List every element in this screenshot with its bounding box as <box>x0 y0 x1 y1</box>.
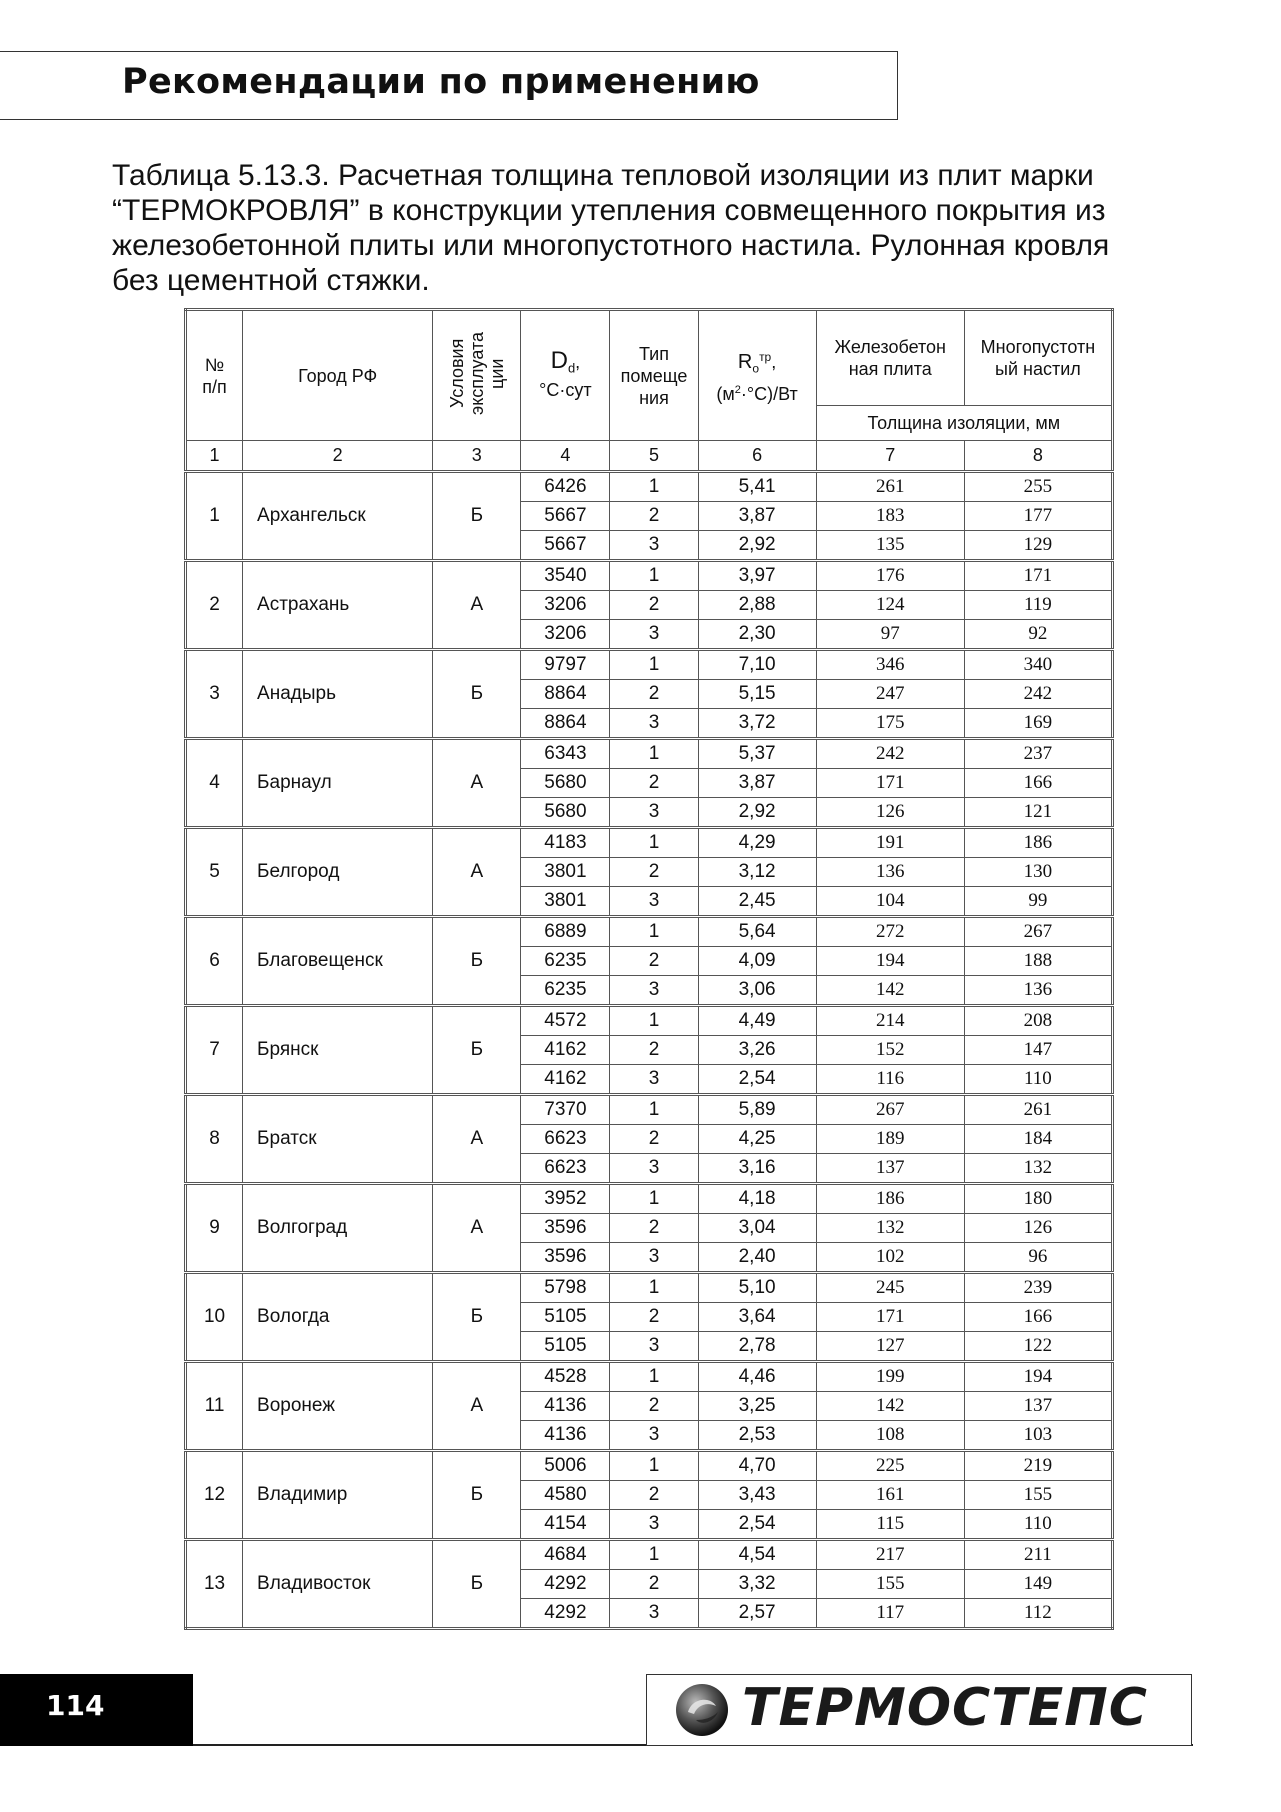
city-cell: Архангельск <box>243 472 433 561</box>
resistance-cell: 3,43 <box>698 1481 816 1510</box>
room-type-cell: 3 <box>610 1065 698 1095</box>
degree-days-cell: 5105 <box>521 1303 610 1332</box>
rc-slab-thickness-cell: 225 <box>816 1451 964 1481</box>
rc-slab-thickness-cell: 117 <box>816 1599 964 1629</box>
rc-slab-thickness-cell: 127 <box>816 1332 964 1362</box>
resistance-cell: 2,45 <box>698 887 816 917</box>
degree-days-cell: 3952 <box>521 1184 610 1214</box>
page-number: 114 <box>46 1689 105 1722</box>
rc-slab-thickness-cell: 171 <box>816 1303 964 1332</box>
city-group <box>186 828 1113 917</box>
rc-slab-thickness-cell: 346 <box>816 650 964 680</box>
resistance-cell: 4,46 <box>698 1362 816 1392</box>
caption-line: “ТЕРМОКРОВЛЯ” в конструкции утепления совмещенного покрытия из <box>112 194 1106 227</box>
degree-days-cell: 4292 <box>521 1570 610 1599</box>
hollow-deck-thickness-cell: 340 <box>964 650 1112 680</box>
resistance-cell: 5,15 <box>698 680 816 709</box>
row-number-cell: 2 <box>186 561 243 650</box>
hollow-deck-thickness-cell: 119 <box>964 591 1112 620</box>
resistance-cell: 2,78 <box>698 1332 816 1362</box>
resistance-cell: 3,97 <box>698 561 816 591</box>
header-degree-days: $D_d$, °С·сут <box>521 310 610 441</box>
header-room-type: Тип помеще ния <box>610 310 698 441</box>
hollow-deck-thickness-cell: 130 <box>964 858 1112 887</box>
rc-slab-thickness-cell: 272 <box>816 917 964 947</box>
room-type-cell: 2 <box>610 947 698 976</box>
room-type-cell: 1 <box>610 739 698 769</box>
rc-slab-thickness-cell: 136 <box>816 858 964 887</box>
header-thickness: Толщина изоляции, мм <box>816 406 1112 441</box>
degree-days-cell: 9797 <box>521 650 610 680</box>
rc-slab-thickness-cell: 137 <box>816 1154 964 1184</box>
column-number: 3 <box>433 441 521 472</box>
hollow-deck-thickness-cell: 149 <box>964 1570 1112 1599</box>
room-type-cell: 2 <box>610 769 698 798</box>
table-row <box>186 1451 1113 1481</box>
conditions-cell: Б <box>433 650 521 739</box>
city-group <box>186 472 1113 561</box>
header-conditions: Условия эксплуата ции <box>433 310 521 441</box>
rc-slab-thickness-cell: 132 <box>816 1214 964 1243</box>
row-number-cell: 5 <box>186 828 243 917</box>
table-row <box>186 650 1113 680</box>
resistance-cell: 3,16 <box>698 1154 816 1184</box>
rc-slab-thickness-cell: 199 <box>816 1362 964 1392</box>
hollow-deck-thickness-cell: 136 <box>964 976 1112 1006</box>
resistance-cell: 3,72 <box>698 709 816 739</box>
rc-slab-thickness-cell: 217 <box>816 1540 964 1570</box>
room-type-cell: 3 <box>610 709 698 739</box>
room-type-cell: 3 <box>610 1154 698 1184</box>
resistance-cell: 5,41 <box>698 472 816 502</box>
city-group <box>186 917 1113 1006</box>
resistance-cell: 3,06 <box>698 976 816 1006</box>
degree-days-cell: 5006 <box>521 1451 610 1481</box>
rc-slab-thickness-cell: 104 <box>816 887 964 917</box>
room-type-cell: 1 <box>610 472 698 502</box>
rc-slab-thickness-cell: 176 <box>816 561 964 591</box>
room-type-cell: 3 <box>610 531 698 561</box>
city-cell: Астрахань <box>243 561 433 650</box>
city-cell: Волгоград <box>243 1184 433 1273</box>
hollow-deck-thickness-cell: 180 <box>964 1184 1112 1214</box>
degree-days-cell: 6426 <box>521 472 610 502</box>
degree-days-cell: 4580 <box>521 1481 610 1510</box>
resistance-cell: 3,64 <box>698 1303 816 1332</box>
city-group <box>186 1540 1113 1629</box>
hollow-deck-thickness-cell: 242 <box>964 680 1112 709</box>
caption-line: Таблица 5.13.3. Расчетная толщина тепловой изоляции из плит марки <box>112 159 1094 192</box>
degree-days-cell: 4136 <box>521 1392 610 1421</box>
rc-slab-thickness-cell: 189 <box>816 1125 964 1154</box>
room-type-cell: 2 <box>610 1481 698 1510</box>
rc-slab-thickness-cell: 97 <box>816 620 964 650</box>
room-type-cell: 3 <box>610 620 698 650</box>
degree-days-cell: 4154 <box>521 1510 610 1540</box>
resistance-cell: 2,57 <box>698 1599 816 1629</box>
section-title: Рекомендации по применению <box>122 62 760 102</box>
city-cell: Братск <box>243 1095 433 1184</box>
conditions-cell: Б <box>433 1540 521 1629</box>
city-cell: Благовещенск <box>243 917 433 1006</box>
resistance-cell: 5,64 <box>698 917 816 947</box>
degree-days-cell: 4292 <box>521 1599 610 1629</box>
table-row <box>186 739 1113 769</box>
city-cell: Белгород <box>243 828 433 917</box>
room-type-cell: 1 <box>610 1451 698 1481</box>
room-type-cell: 1 <box>610 561 698 591</box>
city-cell: Воронеж <box>243 1362 433 1451</box>
degree-days-cell: 4684 <box>521 1540 610 1570</box>
degree-days-cell: 5667 <box>521 531 610 561</box>
hollow-deck-thickness-cell: 219 <box>964 1451 1112 1481</box>
city-group <box>186 1273 1113 1362</box>
hollow-deck-thickness-cell: 110 <box>964 1510 1112 1540</box>
row-number-cell: 10 <box>186 1273 243 1362</box>
room-type-cell: 1 <box>610 1540 698 1570</box>
room-type-cell: 3 <box>610 1510 698 1540</box>
row-number-cell: 12 <box>186 1451 243 1540</box>
room-type-cell: 2 <box>610 1214 698 1243</box>
rc-slab-thickness-cell: 245 <box>816 1273 964 1303</box>
room-type-cell: 1 <box>610 650 698 680</box>
resistance-cell: 3,04 <box>698 1214 816 1243</box>
rc-slab-thickness-cell: 161 <box>816 1481 964 1510</box>
hollow-deck-thickness-cell: 186 <box>964 828 1112 858</box>
conditions-cell: А <box>433 739 521 828</box>
conditions-cell: А <box>433 561 521 650</box>
row-number-cell: 4 <box>186 739 243 828</box>
rc-slab-thickness-cell: 171 <box>816 769 964 798</box>
brand-name: ТЕРМОСТЕПС <box>742 1678 1148 1738</box>
column-number: 4 <box>521 441 610 472</box>
rc-slab-thickness-cell: 142 <box>816 1392 964 1421</box>
hollow-deck-thickness-cell: 171 <box>964 561 1112 591</box>
resistance-cell: 4,29 <box>698 828 816 858</box>
degree-days-cell: 8864 <box>521 680 610 709</box>
hollow-deck-thickness-cell: 155 <box>964 1481 1112 1510</box>
resistance-cell: 4,49 <box>698 1006 816 1036</box>
hollow-deck-thickness-cell: 194 <box>964 1362 1112 1392</box>
row-number-cell: 11 <box>186 1362 243 1451</box>
degree-days-cell: 5680 <box>521 798 610 828</box>
rc-slab-thickness-cell: 242 <box>816 739 964 769</box>
degree-days-cell: 8864 <box>521 709 610 739</box>
table-row <box>186 1362 1113 1392</box>
resistance-cell: 2,53 <box>698 1421 816 1451</box>
hollow-deck-thickness-cell: 96 <box>964 1243 1112 1273</box>
degree-days-cell: 4572 <box>521 1006 610 1036</box>
degree-days-cell: 5105 <box>521 1332 610 1362</box>
resistance-cell: 2,88 <box>698 591 816 620</box>
hollow-deck-thickness-cell: 137 <box>964 1392 1112 1421</box>
room-type-cell: 1 <box>610 1006 698 1036</box>
degree-days-cell: 5667 <box>521 502 610 531</box>
city-group <box>186 1451 1113 1540</box>
table-row <box>186 1184 1113 1214</box>
room-type-cell: 2 <box>610 680 698 709</box>
city-group <box>186 650 1113 739</box>
conditions-cell: Б <box>433 472 521 561</box>
resistance-cell: 4,09 <box>698 947 816 976</box>
table-row <box>186 1006 1113 1036</box>
resistance-cell: 7,10 <box>698 650 816 680</box>
city-cell: Владимир <box>243 1451 433 1540</box>
room-type-cell: 3 <box>610 1599 698 1629</box>
column-number: 2 <box>243 441 433 472</box>
conditions-cell: Б <box>433 1451 521 1540</box>
rc-slab-thickness-cell: 142 <box>816 976 964 1006</box>
city-cell: Брянск <box>243 1006 433 1095</box>
degree-days-cell: 6623 <box>521 1154 610 1184</box>
degree-days-cell: 3540 <box>521 561 610 591</box>
insulation-table <box>184 308 1114 1630</box>
degree-days-cell: 5798 <box>521 1273 610 1303</box>
table-row <box>186 1095 1113 1125</box>
degree-days-cell: 4136 <box>521 1421 610 1451</box>
city-group <box>186 1006 1113 1095</box>
resistance-cell: 2,54 <box>698 1065 816 1095</box>
header-hollow-deck: Многопустотн ый настил <box>964 310 1112 406</box>
room-type-cell: 1 <box>610 828 698 858</box>
room-type-cell: 2 <box>610 591 698 620</box>
degree-days-cell: 3596 <box>521 1243 610 1273</box>
rc-slab-thickness-cell: 183 <box>816 502 964 531</box>
degree-days-cell: 6623 <box>521 1125 610 1154</box>
hollow-deck-thickness-cell: 188 <box>964 947 1112 976</box>
city-group <box>186 1095 1113 1184</box>
hollow-deck-thickness-cell: 126 <box>964 1214 1112 1243</box>
resistance-cell: 2,92 <box>698 798 816 828</box>
header-num: № п/п <box>186 310 243 441</box>
caption-line: железобетонной плиты или многопустотного настила. Рулонная кровля <box>112 229 1110 262</box>
degree-days-cell: 5680 <box>521 769 610 798</box>
column-number: 7 <box>816 441 964 472</box>
room-type-cell: 2 <box>610 858 698 887</box>
row-number-cell: 3 <box>186 650 243 739</box>
hollow-deck-thickness-cell: 267 <box>964 917 1112 947</box>
hollow-deck-thickness-cell: 166 <box>964 769 1112 798</box>
degree-days-cell: 3801 <box>521 858 610 887</box>
degree-days-cell: 3206 <box>521 620 610 650</box>
resistance-cell: 2,92 <box>698 531 816 561</box>
rc-slab-thickness-cell: 194 <box>816 947 964 976</box>
row-number-cell: 7 <box>186 1006 243 1095</box>
room-type-cell: 2 <box>610 1570 698 1599</box>
hollow-deck-thickness-cell: 211 <box>964 1540 1112 1570</box>
room-type-cell: 3 <box>610 798 698 828</box>
city-cell: Анадырь <box>243 650 433 739</box>
conditions-cell: А <box>433 1095 521 1184</box>
degree-days-cell: 4162 <box>521 1036 610 1065</box>
hollow-deck-thickness-cell: 184 <box>964 1125 1112 1154</box>
column-number: 5 <box>610 441 698 472</box>
rc-slab-thickness-cell: 186 <box>816 1184 964 1214</box>
hollow-deck-thickness-cell: 169 <box>964 709 1112 739</box>
caption-line: без цементной стяжки. <box>112 264 430 297</box>
rc-slab-thickness-cell: 108 <box>816 1421 964 1451</box>
hollow-deck-thickness-cell: 92 <box>964 620 1112 650</box>
resistance-cell: 4,70 <box>698 1451 816 1481</box>
rc-slab-thickness-cell: 247 <box>816 680 964 709</box>
resistance-cell: 3,87 <box>698 769 816 798</box>
degree-days-cell: 7370 <box>521 1095 610 1125</box>
rc-slab-thickness-cell: 115 <box>816 1510 964 1540</box>
row-number-cell: 1 <box>186 472 243 561</box>
resistance-cell: 2,30 <box>698 620 816 650</box>
row-number-cell: 9 <box>186 1184 243 1273</box>
resistance-cell: 3,32 <box>698 1570 816 1599</box>
conditions-cell: Б <box>433 917 521 1006</box>
conditions-cell: А <box>433 1184 521 1273</box>
table-row <box>186 917 1113 947</box>
city-group <box>186 1184 1113 1273</box>
resistance-cell: 3,25 <box>698 1392 816 1421</box>
resistance-cell: 2,54 <box>698 1510 816 1540</box>
resistance-cell: 5,89 <box>698 1095 816 1125</box>
header-rc-slab: Железобетон ная плита <box>816 310 964 406</box>
hollow-deck-thickness-cell: 110 <box>964 1065 1112 1095</box>
termosteps-logo-icon <box>674 1682 730 1738</box>
room-type-cell: 2 <box>610 1303 698 1332</box>
city-cell: Барнаул <box>243 739 433 828</box>
column-number: 6 <box>698 441 816 472</box>
degree-days-cell: 4183 <box>521 828 610 858</box>
resistance-cell: 5,10 <box>698 1273 816 1303</box>
table-row <box>186 1273 1113 1303</box>
room-type-cell: 2 <box>610 502 698 531</box>
header-resistance: $R_o^{тр}$, $(м^2\cdot^\circ С)/Вт$ <box>698 310 816 441</box>
hollow-deck-thickness-cell: 121 <box>964 798 1112 828</box>
degree-days-cell: 6889 <box>521 917 610 947</box>
rc-slab-thickness-cell: 116 <box>816 1065 964 1095</box>
room-type-cell: 3 <box>610 1421 698 1451</box>
degree-days-cell: 6235 <box>521 976 610 1006</box>
hollow-deck-thickness-cell: 255 <box>964 472 1112 502</box>
row-number-cell: 13 <box>186 1540 243 1629</box>
resistance-cell: 4,54 <box>698 1540 816 1570</box>
hollow-deck-thickness-cell: 147 <box>964 1036 1112 1065</box>
degree-days-cell: 3206 <box>521 591 610 620</box>
column-numbers-row <box>186 441 1113 472</box>
city-group <box>186 561 1113 650</box>
degree-days-cell: 4162 <box>521 1065 610 1095</box>
degree-days-cell: 3801 <box>521 887 610 917</box>
rc-slab-thickness-cell: 175 <box>816 709 964 739</box>
conditions-cell: А <box>433 828 521 917</box>
table-caption <box>112 158 1172 298</box>
hollow-deck-thickness-cell: 166 <box>964 1303 1112 1332</box>
room-type-cell: 1 <box>610 1095 698 1125</box>
conditions-cell: Б <box>433 1006 521 1095</box>
hollow-deck-thickness-cell: 237 <box>964 739 1112 769</box>
degree-days-cell: 6343 <box>521 739 610 769</box>
room-type-cell: 2 <box>610 1125 698 1154</box>
rc-slab-thickness-cell: 135 <box>816 531 964 561</box>
hollow-deck-thickness-cell: 122 <box>964 1332 1112 1362</box>
resistance-cell: 3,87 <box>698 502 816 531</box>
room-type-cell: 3 <box>610 1332 698 1362</box>
hollow-deck-thickness-cell: 177 <box>964 502 1112 531</box>
row-number-cell: 8 <box>186 1095 243 1184</box>
rc-slab-thickness-cell: 191 <box>816 828 964 858</box>
resistance-cell: 3,12 <box>698 858 816 887</box>
rc-slab-thickness-cell: 155 <box>816 1570 964 1599</box>
room-type-cell: 2 <box>610 1392 698 1421</box>
city-group <box>186 739 1113 828</box>
resistance-cell: 4,25 <box>698 1125 816 1154</box>
resistance-cell: 4,18 <box>698 1184 816 1214</box>
room-type-cell: 3 <box>610 1243 698 1273</box>
row-number-cell: 6 <box>186 917 243 1006</box>
hollow-deck-thickness-cell: 103 <box>964 1421 1112 1451</box>
city-cell: Владивосток <box>243 1540 433 1629</box>
room-type-cell: 2 <box>610 1036 698 1065</box>
rc-slab-thickness-cell: 124 <box>816 591 964 620</box>
rc-slab-thickness-cell: 152 <box>816 1036 964 1065</box>
rc-slab-thickness-cell: 267 <box>816 1095 964 1125</box>
table-row <box>186 472 1113 502</box>
hollow-deck-thickness-cell: 132 <box>964 1154 1112 1184</box>
room-type-cell: 3 <box>610 887 698 917</box>
room-type-cell: 1 <box>610 1184 698 1214</box>
rc-slab-thickness-cell: 126 <box>816 798 964 828</box>
hollow-deck-thickness-cell: 129 <box>964 531 1112 561</box>
header-city: Город РФ <box>243 310 433 441</box>
room-type-cell: 1 <box>610 1273 698 1303</box>
conditions-cell: А <box>433 1362 521 1451</box>
column-number: 8 <box>964 441 1112 472</box>
table-row <box>186 561 1113 591</box>
resistance-cell: 3,26 <box>698 1036 816 1065</box>
degree-days-cell: 6235 <box>521 947 610 976</box>
table-row <box>186 1540 1113 1570</box>
degree-days-cell: 4528 <box>521 1362 610 1392</box>
hollow-deck-thickness-cell: 99 <box>964 887 1112 917</box>
resistance-cell: 2,40 <box>698 1243 816 1273</box>
hollow-deck-thickness-cell: 112 <box>964 1599 1112 1629</box>
conditions-cell: Б <box>433 1273 521 1362</box>
rc-slab-thickness-cell: 214 <box>816 1006 964 1036</box>
rc-slab-thickness-cell: 261 <box>816 472 964 502</box>
rc-slab-thickness-cell: 102 <box>816 1243 964 1273</box>
resistance-cell: 5,37 <box>698 739 816 769</box>
room-type-cell: 1 <box>610 917 698 947</box>
table-row <box>186 828 1113 858</box>
city-cell: Вологда <box>243 1273 433 1362</box>
city-group <box>186 1362 1113 1451</box>
degree-days-cell: 3596 <box>521 1214 610 1243</box>
hollow-deck-thickness-cell: 208 <box>964 1006 1112 1036</box>
hollow-deck-thickness-cell: 239 <box>964 1273 1112 1303</box>
room-type-cell: 1 <box>610 1362 698 1392</box>
room-type-cell: 3 <box>610 976 698 1006</box>
hollow-deck-thickness-cell: 261 <box>964 1095 1112 1125</box>
column-number: 1 <box>186 441 243 472</box>
